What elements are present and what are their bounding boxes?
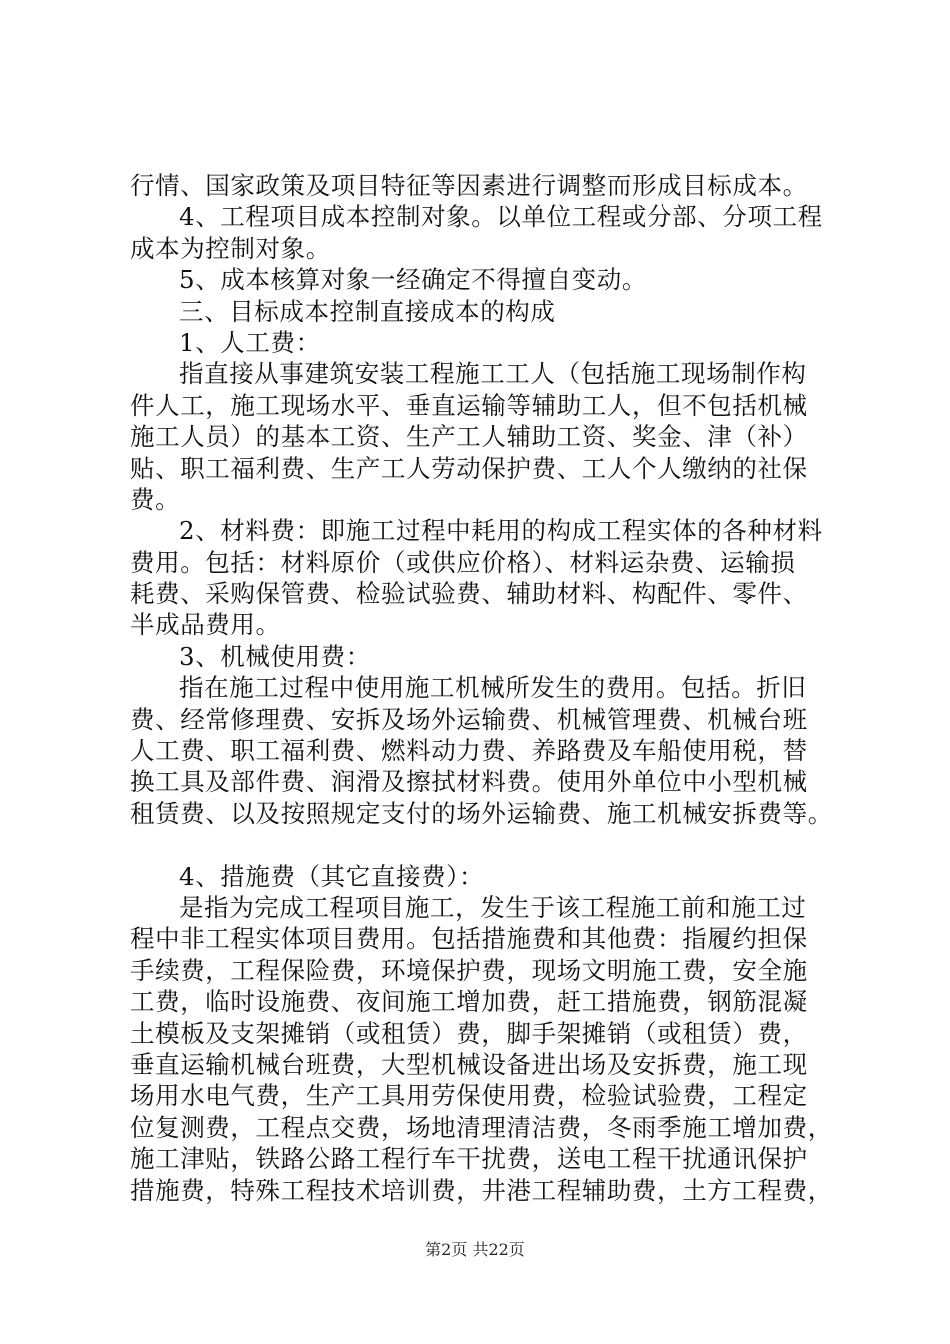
text-line: 租赁费、以及按照规定支付的场外运输费、施工机械安拆费等。 (130, 798, 833, 828)
text-line: 土模板及支架摊销（或租赁）费，脚手架摊销（或租赁）费， (130, 1018, 808, 1048)
text-line: 4、措施费（其它直接费）： (179, 861, 485, 891)
text-line: 是指为完成工程项目施工，发生于该工程施工前和施工过 (179, 892, 807, 922)
text-line: 程中非工程实体项目费用。包括措施费和其他费：指履约担保 (130, 924, 808, 954)
text-line: 贴、职工福利费、生产工人劳动保护费、工人个人缴纳的社保 (130, 453, 808, 483)
text-line: 手续费，工程保险费，环境保护费，现场文明施工费，安全施 (130, 955, 808, 985)
text-line: 费用。包括：材料原价（或供应价格）、材料运杂费、运输损 (130, 547, 796, 577)
text-line: 措施费，特殊工程技术培训费，井港工程辅助费，土方工程费， (130, 1175, 833, 1205)
text-line: 耗费、采购保管费、检验试验费、辅助材料、构配件、零件、 (130, 579, 808, 609)
text-line: 半成品费用。 (130, 610, 281, 640)
text-line: 垂直运输机械台班费，大型机械设备进出场及安拆费，施工现 (130, 1049, 808, 1079)
text-line: 3、机械使用费： (179, 641, 371, 671)
text-line: 施工津贴，铁路公路工程行车干扰费，送电工程干扰通讯保护 (130, 1144, 808, 1174)
text-line: 人工费、职工福利费、燃料动力费、养路费及车船使用税，替 (130, 736, 808, 766)
text-line: 5、成本核算对象一经确定不得擅自变动。 (179, 265, 647, 295)
text-line: 费、经常修理费、安拆及场外运输费、机械管理费、机械台班 (130, 704, 808, 734)
text-line: 换工具及部件费、润滑及擦拭材料费。使用外单位中小型机械 (130, 767, 808, 797)
text-line: 行情、国家政策及项目特征等因素进行调整而形成目标成本。 (130, 171, 808, 200)
text-line: 1、人工费： (179, 327, 321, 357)
text-line: 4、工程项目成本控制对象。以单位工程或分部、分项工程 (179, 202, 823, 232)
text-line: 工费，临时设施费、夜间施工增加费，赶工措施费，钢筋混凝 (130, 987, 808, 1017)
text-line: 位复测费，工程点交费，场地清理清洁费，冬雨季施工增加费， (130, 1112, 833, 1142)
text-line: 费。 (130, 484, 181, 514)
blank-line (130, 829, 842, 860)
text-line: 件人工，施工现场水平、垂直运输等辅助工人，但不包括机械 (130, 390, 808, 420)
text-line: 三、目标成本控制直接成本的构成 (179, 296, 556, 326)
page-footer: 第2页 共22页 (425, 1240, 525, 1259)
text-line: 指在施工过程中使用施工机械所发生的费用。包括。折旧 (179, 673, 807, 703)
text-line: 施工人员）的基本工资、生产工人辅助工资、奖金、津（补） (130, 422, 808, 452)
text-line: 成本为控制对象。 (130, 233, 331, 263)
text-line: 2、材料费：即施工过程中耗用的构成工程实体的各种材料 (179, 516, 823, 546)
text-line: 指直接从事建筑安装工程施工工人（包括施工现场制作构 (179, 359, 807, 389)
text-line: 场用水电气费，生产工具用劳保使用费，检验试验费，工程定 (130, 1081, 808, 1111)
document-body (130, 170, 842, 1206)
